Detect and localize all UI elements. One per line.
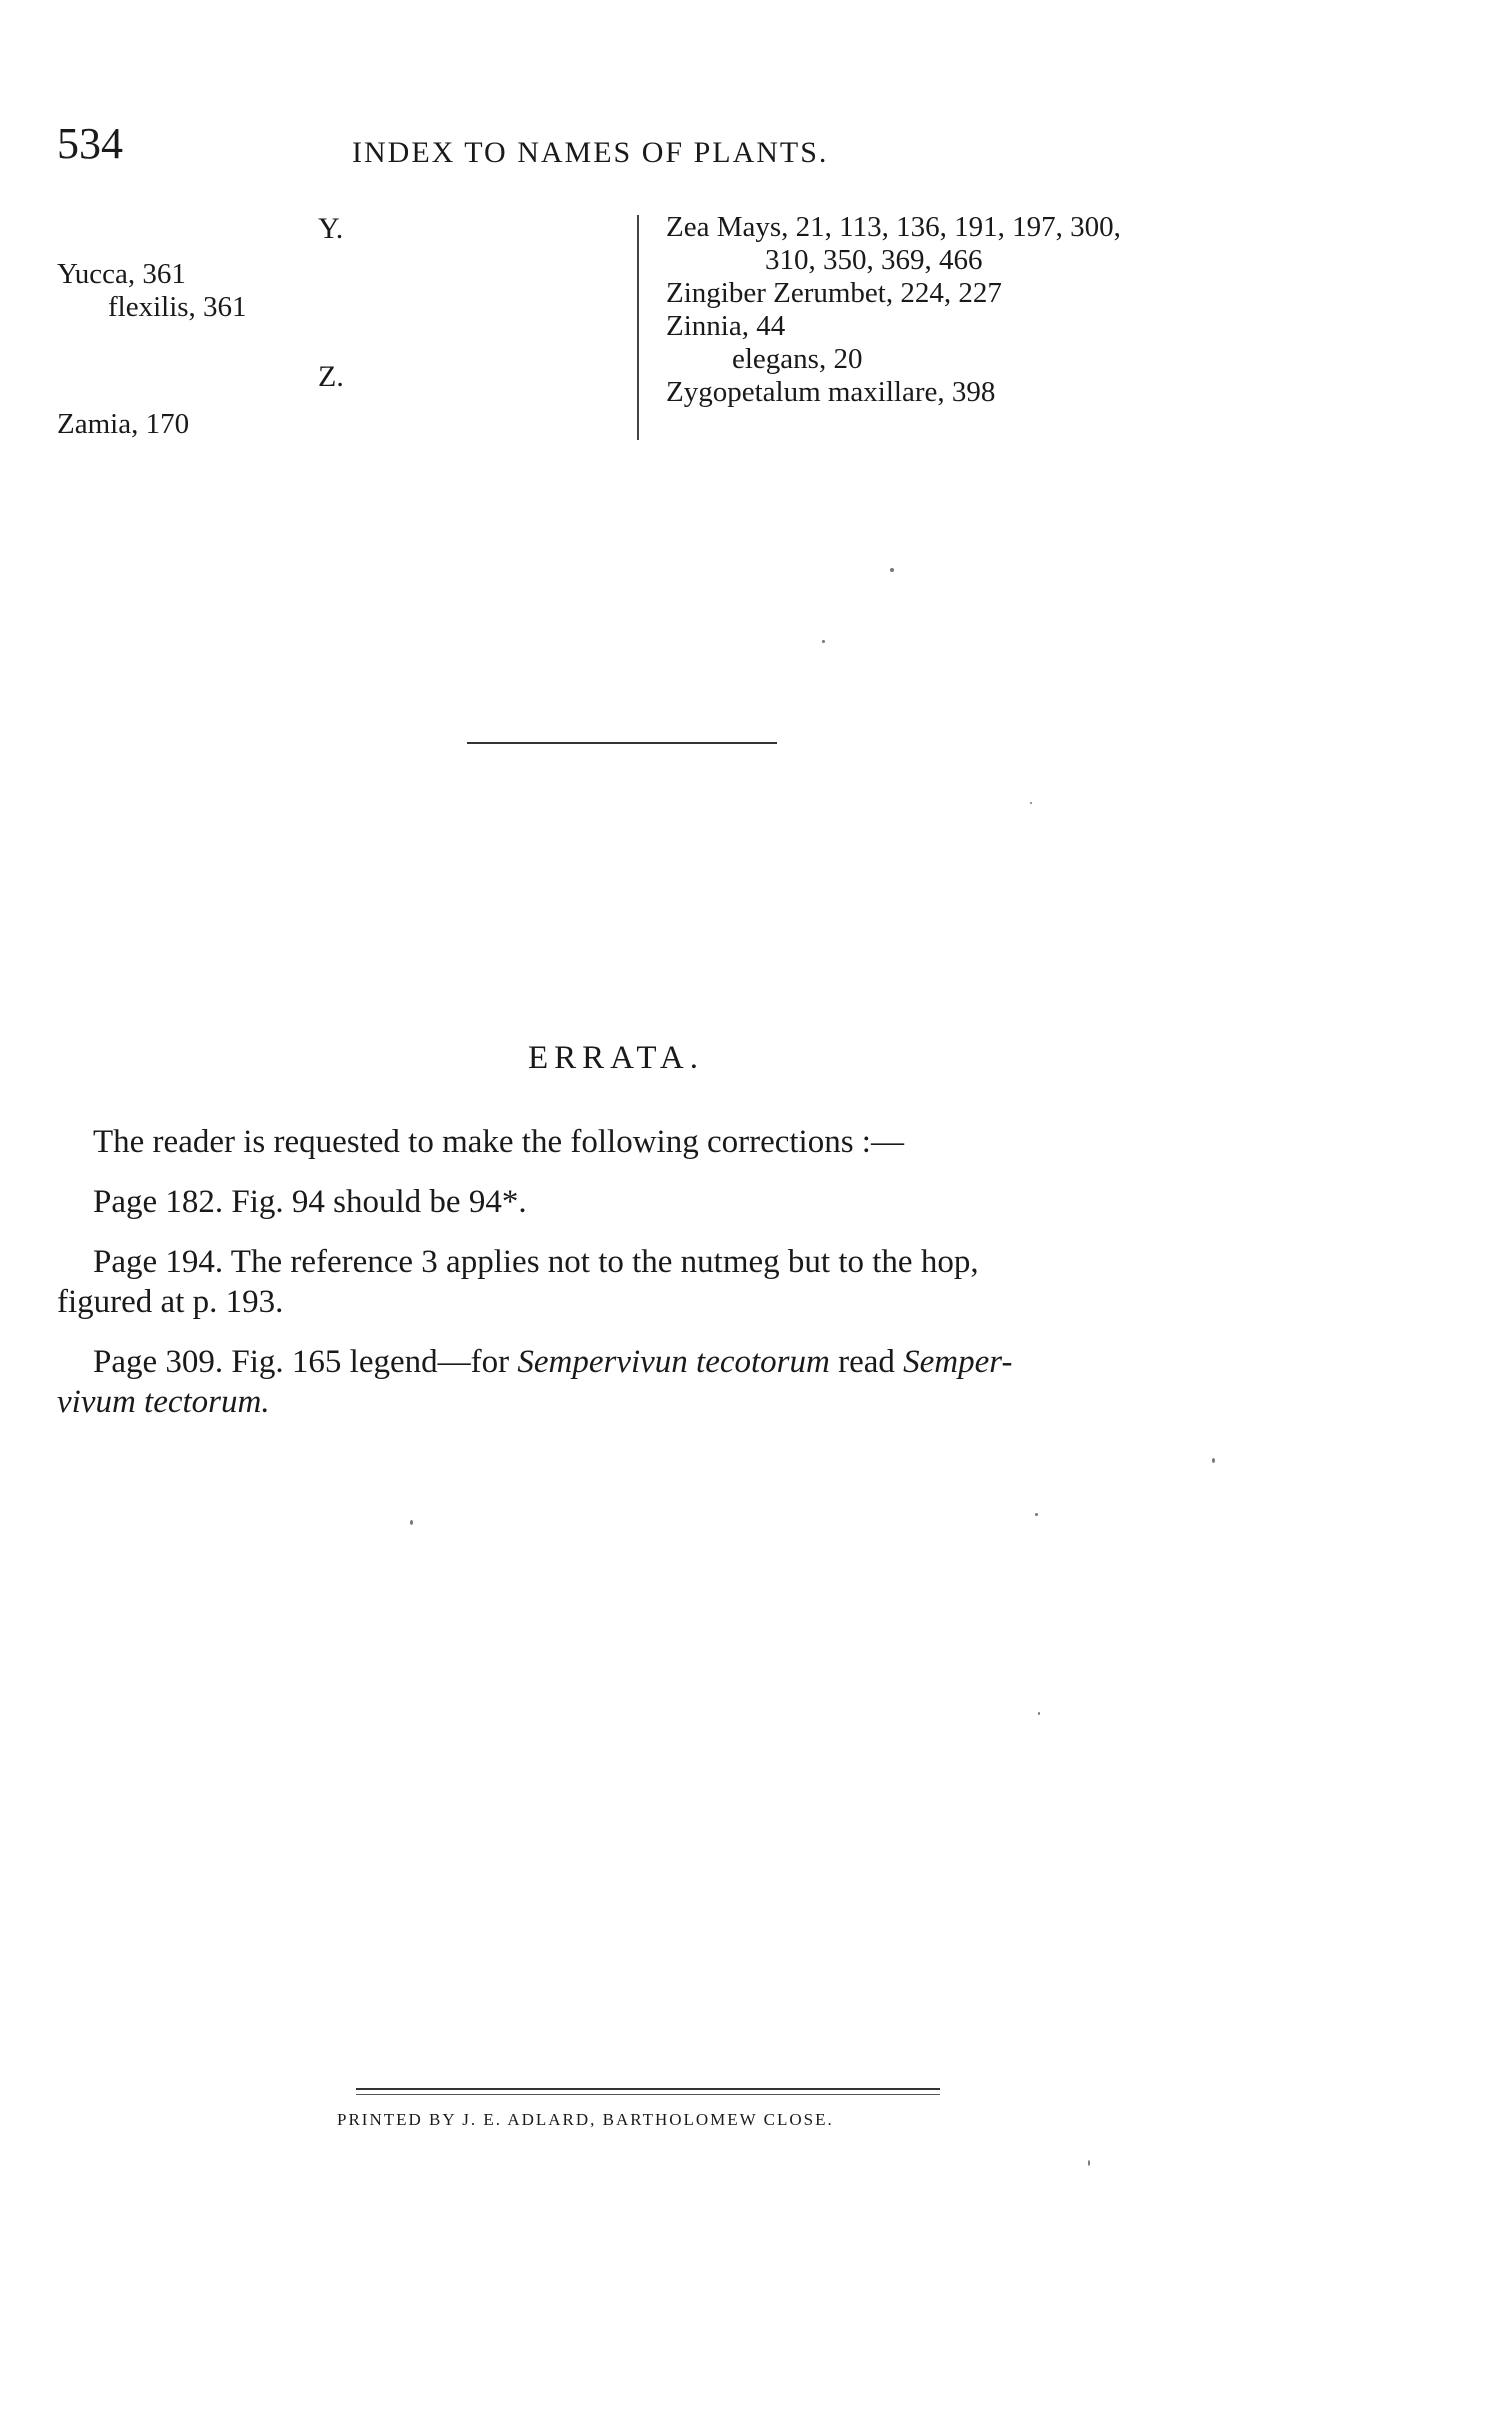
errata-309-correct-name-part1: Semper- xyxy=(903,1344,1013,1380)
speck xyxy=(410,1520,413,1525)
errata-item-page-309 xyxy=(93,1346,1012,1379)
errata-heading: ERRATA. xyxy=(528,1040,704,1076)
section-rule xyxy=(467,742,777,744)
errata-item-page-182: Page 182. Fig. 94 should be 94*. xyxy=(93,1184,527,1220)
running-head: INDEX TO NAMES OF PLANTS. xyxy=(352,136,829,169)
index-entry-zea-mays-continued: 310, 350, 369, 466 xyxy=(765,244,983,276)
speck xyxy=(1038,1712,1040,1715)
speck xyxy=(1212,1458,1215,1463)
section-letter-y: Y. xyxy=(318,212,344,245)
index-entry-yucca: Yucca, 361 xyxy=(57,258,186,290)
index-entry-zygopetalum: Zygopetalum maxillare, 398 xyxy=(666,376,996,408)
index-entry-zamia: Zamia, 170 xyxy=(57,408,190,440)
errata-intro: The reader is requested to make the following corrections :— xyxy=(93,1124,904,1160)
page-number: 534 xyxy=(57,119,123,168)
index-entry-zinnia: Zinnia, 44 xyxy=(666,310,786,342)
speck xyxy=(890,568,894,572)
speck xyxy=(822,640,825,643)
errata-item-page-309-continued xyxy=(57,1386,270,1419)
errata-item-page-194: Page 194. The reference 3 applies not to the nutmeg but to the hop, xyxy=(93,1244,979,1280)
index-subentry-zinnia-elegans: elegans, 20 xyxy=(732,343,863,375)
footer-rule-top xyxy=(356,2088,940,2090)
errata-309-correct-name-part2: vivum tectorum. xyxy=(57,1384,270,1420)
errata-309-prefix: Page 309. Fig. 165 legend—for xyxy=(93,1344,518,1380)
printer-imprint: PRINTED BY J. E. ADLARD, BARTHOLOMEW CLOSE. xyxy=(337,2110,834,2129)
errata-309-mid: read xyxy=(829,1344,904,1380)
speck xyxy=(1088,2160,1090,2166)
speck xyxy=(1035,1513,1038,1516)
index-subentry-yucca-flexilis: flexilis, 361 xyxy=(108,291,247,323)
errata-item-page-194-continued: figured at p. 193. xyxy=(57,1284,284,1320)
section-letter-z: Z. xyxy=(318,360,344,393)
index-entry-zingiber: Zingiber Zerumbet, 224, 227 xyxy=(666,277,1002,309)
speck xyxy=(1030,802,1032,804)
column-divider xyxy=(637,215,639,440)
errata-309-wrong-name: Sempervivun tecotorum xyxy=(517,1344,830,1380)
index-entry-zea-mays: Zea Mays, 21, 113, 136, 191, 197, 300, xyxy=(666,211,1121,243)
footer-rule-bottom xyxy=(356,2094,940,2095)
